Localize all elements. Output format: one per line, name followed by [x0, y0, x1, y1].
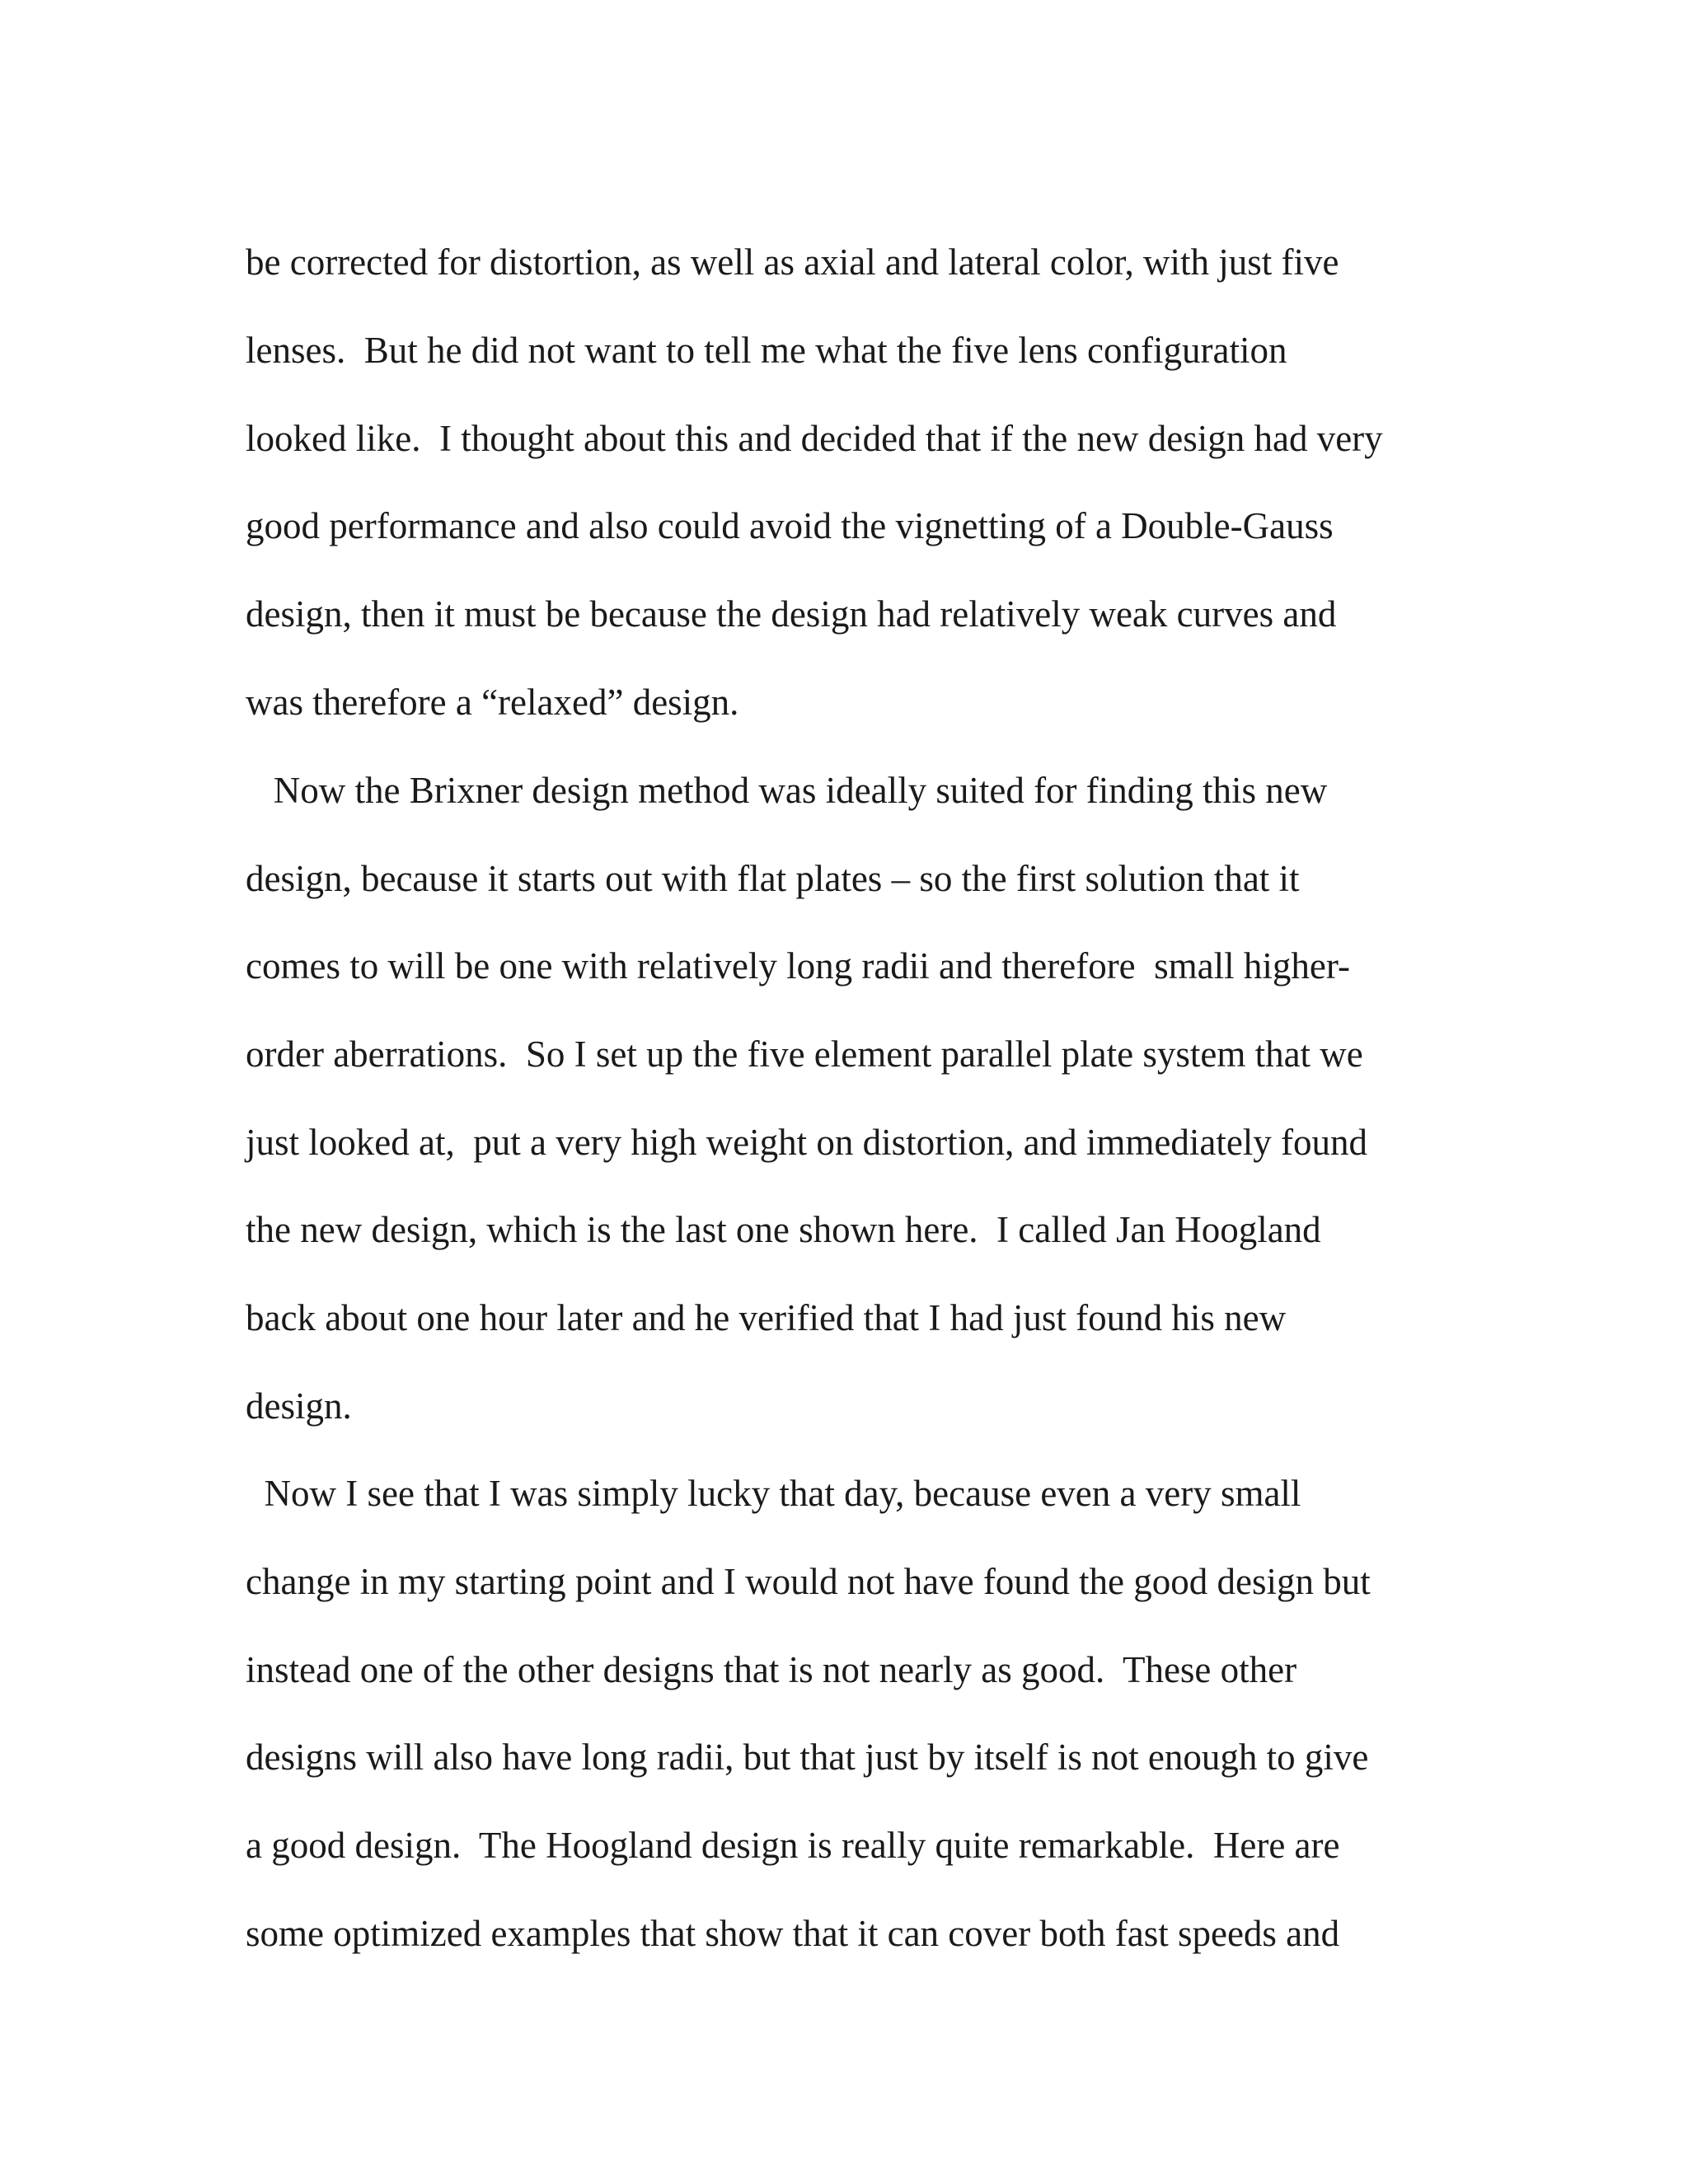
text-line: back about one hour later and he verified that I had just found his new: [246, 1297, 1287, 1338]
text-line: design, because it starts out with flat plates – so the first solution that it: [246, 858, 1300, 899]
text-line: just looked at, put a very high weight on distortion, and immediately found: [246, 1122, 1368, 1163]
text-line: comes to will be one with relatively long radii and therefore small higher-: [246, 945, 1350, 987]
text-line: design.: [246, 1385, 352, 1427]
text-line: be corrected for distortion, as well as axial and lateral color, with just five: [246, 241, 1339, 283]
text-line: instead one of the other designs that is not nearly as good. These other: [246, 1649, 1297, 1690]
text-line: Now I see that I was simply lucky that day, because even a very small: [246, 1473, 1301, 1514]
text-line: order aberrations. So I set up the five element parallel plate system that we: [246, 1033, 1363, 1075]
text-line: change in my starting point and I would not have found the good design but: [246, 1561, 1371, 1602]
text-line: a good design. The Hoogland design is really quite remarkable. Here are: [246, 1825, 1340, 1866]
text-line: design, then it must be because the design had relatively weak curves and: [246, 593, 1337, 635]
text-line: good performance and also could avoid the vignetting of a Double-Gauss: [246, 505, 1334, 546]
text-line: the new design, which is the last one shown here. I called Jan Hoogland: [246, 1209, 1321, 1250]
text-line: designs will also have long radii, but that just by itself is not enough to give: [246, 1736, 1369, 1778]
text-line: looked like. I thought about this and decided that if the new design had very: [246, 418, 1383, 459]
text-line: some optimized examples that show that it can cover both fast speeds and: [246, 1913, 1340, 1954]
text-line: lenses. But he did not want to tell me what the five lens configuration: [246, 330, 1287, 371]
text-line: Now the Brixner design method was ideally suited for finding this new: [246, 770, 1328, 811]
text-line: was therefore a “relaxed” design.: [246, 682, 739, 723]
